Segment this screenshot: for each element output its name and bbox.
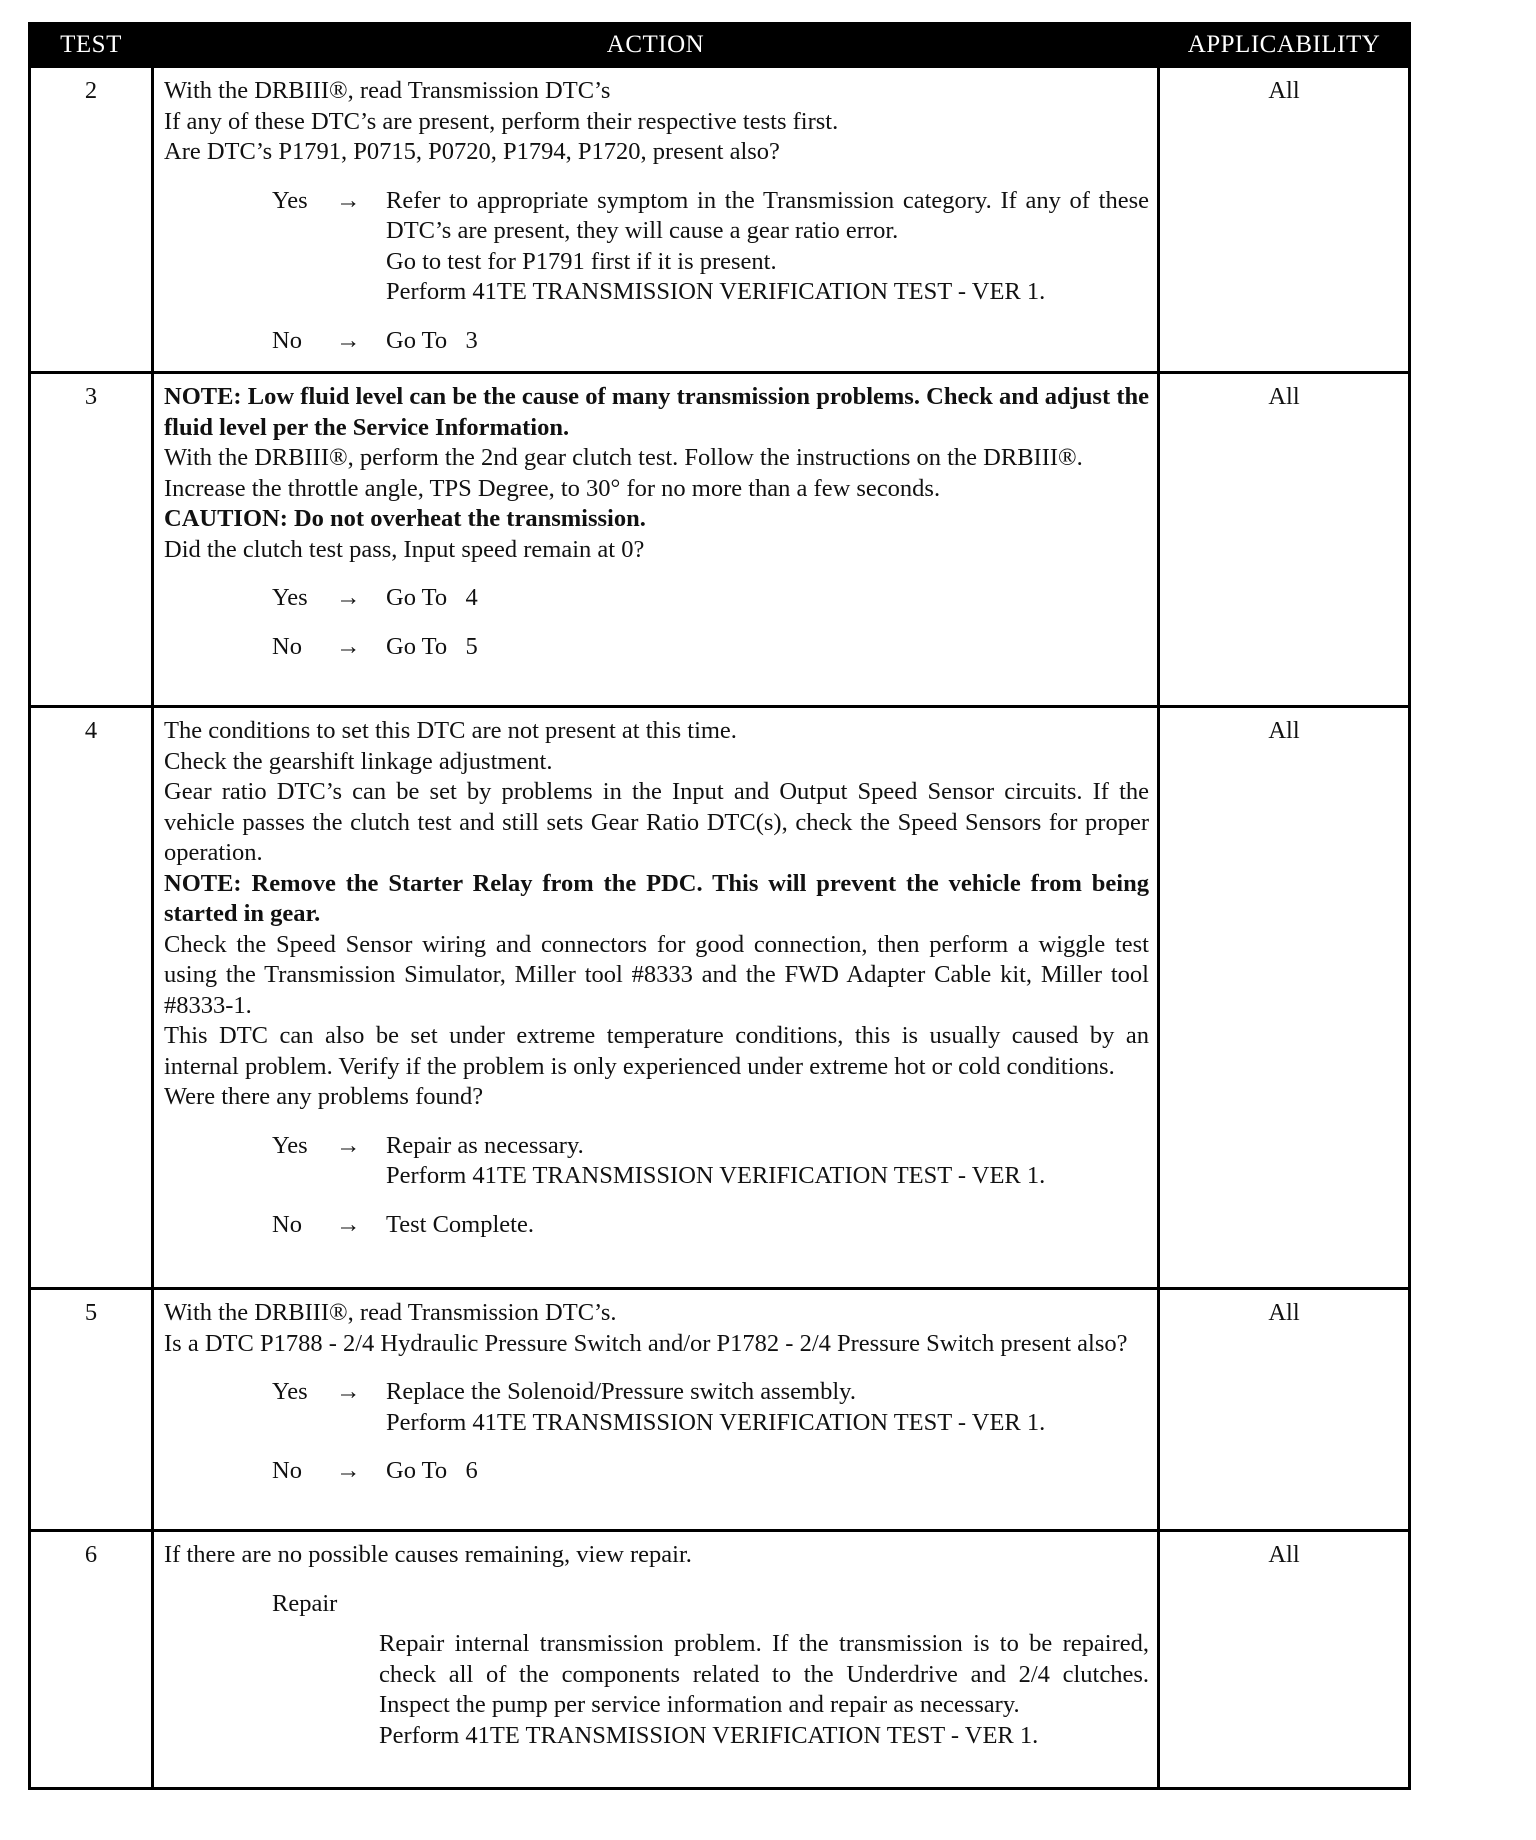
applicability-cell: All xyxy=(1159,707,1410,1289)
applicability-cell: All xyxy=(1159,373,1410,707)
no-response xyxy=(164,1456,1149,1487)
action-line: Check the gearshift linkage adjustment. xyxy=(164,747,553,775)
yes-response xyxy=(164,583,1149,614)
yes-response xyxy=(164,186,1149,308)
applicability-cell: All xyxy=(1159,1289,1410,1531)
table-header-row xyxy=(30,24,1410,67)
yes-text-line: Repair as necessary. xyxy=(386,1131,584,1159)
no-text: Go To 3 xyxy=(386,326,478,354)
action-cell xyxy=(153,67,1159,373)
no-label: No xyxy=(272,326,302,354)
test-number: 5 xyxy=(30,1289,153,1531)
header-action: ACTION xyxy=(153,24,1159,67)
no-label: No xyxy=(272,632,302,660)
yes-label: Yes xyxy=(272,1378,308,1405)
action-cell xyxy=(153,707,1159,1289)
action-line: Increase the throttle angle, TPS Degree, to 30° for no more than a few seconds. xyxy=(164,474,941,502)
action-line: If there are no possible causes remaining, view repair. xyxy=(164,1541,692,1568)
repair-text-line: Repair internal transmission problem. If the transmission is to be repaired, check all of the components related to the Underdrive and 2/4 clutches. Inspect the pump per service information and repair as necessary. xyxy=(379,1630,1149,1718)
arrow-right-icon: → xyxy=(336,1457,361,1484)
diagnostic-table-sheet xyxy=(28,22,1408,1790)
header-applicability: APPLICABILITY xyxy=(1159,24,1410,67)
no-text: Go To 6 xyxy=(386,1457,478,1484)
arrow-right-icon: → xyxy=(336,326,361,354)
action-cell xyxy=(153,1531,1159,1789)
yes-label: Yes xyxy=(272,584,308,611)
table-row-test-2 xyxy=(30,67,1410,373)
test-number: 4 xyxy=(30,707,153,1289)
arrow-right-icon: → xyxy=(336,584,361,611)
table-row-test-6 xyxy=(30,1531,1410,1789)
action-line: Check the Speed Sensor wiring and connectors for good connection, then perform a wiggle test using the Transmission Simulator, Miller tool #8333 and the FWD Adapter Cable kit, Miller tool #8333-1. xyxy=(164,930,1149,1019)
table-row-test-5 xyxy=(30,1289,1410,1531)
question-text: Did the clutch test pass, Input speed remain at 0? xyxy=(164,535,645,563)
no-label: No xyxy=(272,1457,302,1484)
yes-text-line: Replace the Solenoid/Pressure switch assembly. xyxy=(386,1378,856,1405)
table-row-test-4 xyxy=(30,707,1410,1289)
yes-text-line: Perform 41TE TRANSMISSION VERIFICATION TEST - VER 1. xyxy=(386,1408,1046,1436)
action-line: This DTC can also be set under extreme temperature conditions, this is usually caused by an internal problem. Verify if the problem is only experienced under extreme hot or cold conditions. xyxy=(164,1022,1149,1080)
applicability-cell: All xyxy=(1159,67,1410,373)
arrow-right-icon: → xyxy=(336,632,361,660)
no-response xyxy=(164,1210,1149,1241)
yes-text xyxy=(386,1131,1149,1192)
action-line: Are DTC’s P1791, P0715, P0720, P1794, P1720, present also? xyxy=(164,138,780,165)
yes-response xyxy=(164,1131,1149,1192)
yes-text: Go To 4 xyxy=(386,584,478,611)
repair-text xyxy=(379,1629,1149,1751)
yes-text-line: Go to test for P1791 first if it is present. xyxy=(386,247,777,275)
table-row-test-3 xyxy=(30,373,1410,707)
arrow-right-icon: → xyxy=(336,1210,361,1238)
question-text: Were there any problems found? xyxy=(164,1083,484,1110)
repair-text-line: Perform 41TE TRANSMISSION VERIFICATION TEST - VER 1. xyxy=(379,1721,1039,1749)
yes-text-line: Perform 41TE TRANSMISSION VERIFICATION TEST - VER 1. xyxy=(386,278,1046,305)
arrow-right-icon: → xyxy=(336,186,361,214)
action-line: Gear ratio DTC’s can be set by problems in the Input and Output Speed Sensor circuits. If the vehicle passes the clutch test and still sets Gear Ratio DTC(s), check the Speed Sensors for proper operation. xyxy=(164,778,1149,866)
note-text: NOTE: Remove the Starter Relay from the PDC. This will prevent the vehicle from being started in gear. xyxy=(164,869,1149,927)
action-line: With the DRBIII®, read Transmission DTC’s. xyxy=(164,1299,617,1326)
yes-text-line: Perform 41TE TRANSMISSION VERIFICATION TEST - VER 1. xyxy=(386,1162,1046,1189)
action-line: With the DRBIII®, perform the 2nd gear clutch test. Follow the instructions on the DRBIII®. xyxy=(164,444,1083,471)
no-text: Go To 5 xyxy=(386,632,478,660)
arrow-right-icon: → xyxy=(336,1131,361,1159)
action-line: With the DRBIII®, read Transmission DTC’s xyxy=(164,77,611,104)
yes-text xyxy=(386,186,1149,308)
action-line: If any of these DTC’s are present, perform their respective tests first. xyxy=(164,107,839,135)
yes-text xyxy=(386,1377,1149,1438)
action-cell xyxy=(153,1289,1159,1531)
arrow-right-icon: → xyxy=(336,1378,361,1405)
no-response xyxy=(164,326,1149,357)
header-test: TEST xyxy=(30,24,153,67)
test-number: 6 xyxy=(30,1531,153,1789)
action-line: Is a DTC P1788 - 2/4 Hydraulic Pressure Switch and/or P1782 - 2/4 Pressure Switch present also? xyxy=(164,1329,1128,1357)
yes-label: Yes xyxy=(272,186,308,214)
test-number: 3 xyxy=(30,373,153,707)
no-response xyxy=(164,632,1149,663)
diagnostic-table xyxy=(28,22,1411,1790)
yes-label: Yes xyxy=(272,1131,308,1159)
caution-text: CAUTION: Do not overheat the transmission. xyxy=(164,505,646,532)
yes-text-line: Refer to appropriate symptom in the Transmission category. If any of these DTC’s are present, they will cause a gear ratio error. xyxy=(386,186,1149,244)
applicability-cell: All xyxy=(1159,1531,1410,1789)
yes-response xyxy=(164,1377,1149,1438)
note-text: NOTE: Low fluid level can be the cause of many transmission problems. Check and adjust the fluid level per the Service Information. xyxy=(164,383,1149,441)
no-text: Test Complete. xyxy=(386,1210,534,1238)
repair-label: Repair xyxy=(272,1589,338,1617)
action-line: The conditions to set this DTC are not present at this time. xyxy=(164,717,737,744)
no-label: No xyxy=(272,1210,302,1238)
action-cell xyxy=(153,373,1159,707)
test-number: 2 xyxy=(30,67,153,373)
